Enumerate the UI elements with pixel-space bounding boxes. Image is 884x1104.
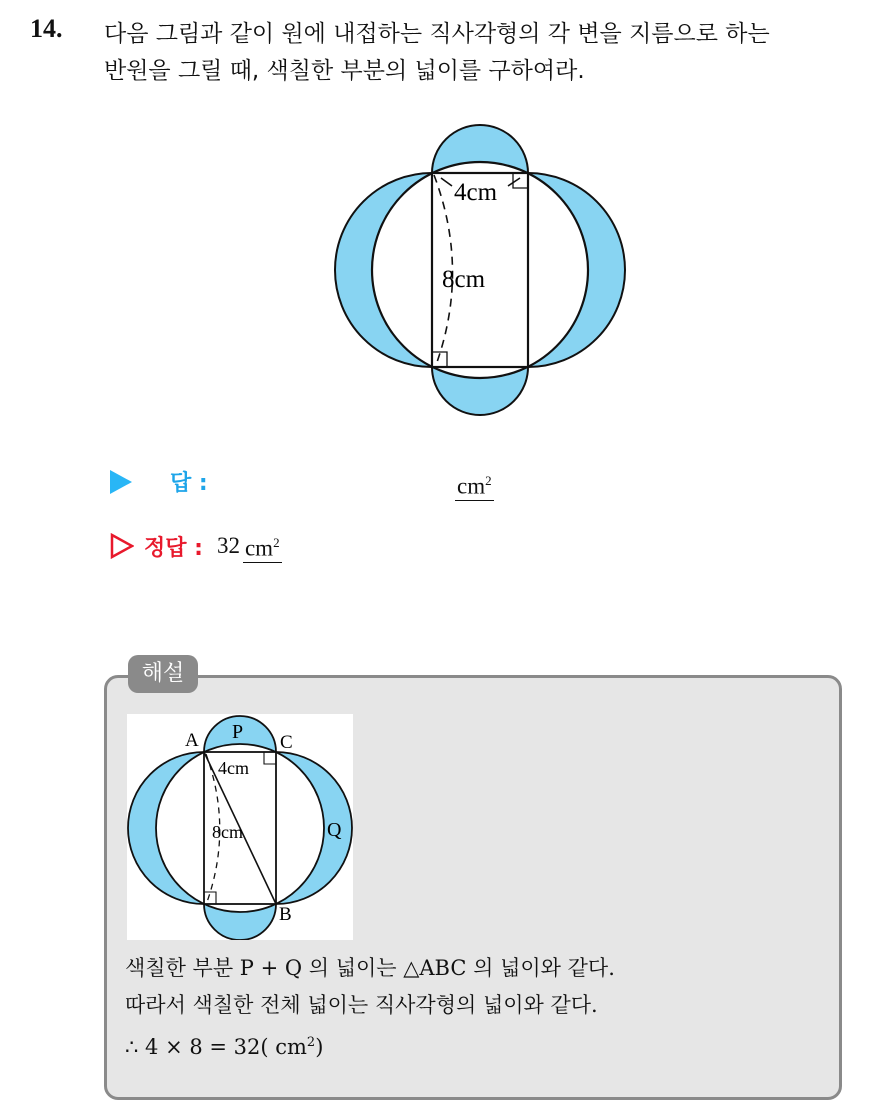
explanation-line-1: 색칠한 부분 P + Q 의 넓이는 △ABC 의 넓이와 같다. (125, 956, 615, 980)
question-number: 14. (30, 14, 63, 43)
point-b-label: B (279, 904, 292, 925)
question-line-2: 반원을 그릴 때, 색칠한 부분의 넓이를 구하여라. (104, 58, 585, 84)
question-line-1: 다음 그림과 같이 원에 내접하는 직사각형의 각 변을 지름으로 하는 (104, 21, 770, 47)
label-width-small: 4cm (218, 758, 249, 778)
correct-answer-unit: $cm^2$ (243, 530, 282, 563)
explanation-line-2: 따라서 색칠한 전체 넓이는 직사각형의 넓이와 같다. (125, 993, 598, 1017)
label-height-small: 8cm (212, 822, 243, 842)
question-text (104, 16, 874, 90)
label-width: 4cm (454, 179, 498, 206)
inscribed-rectangle-figure (330, 120, 630, 420)
play-filled-icon (110, 470, 132, 494)
explanation-line-3: ∴ 4 × 8 = 32( $cm^2$) (125, 1035, 324, 1059)
answer-row (110, 466, 208, 497)
correct-answer-label: 정답 : (144, 535, 203, 561)
play-outline-icon (110, 533, 134, 559)
correct-answer-row (110, 530, 282, 563)
right-angle-mark-c (264, 752, 276, 764)
label-height: 8cm (442, 266, 486, 293)
right-angle-mark-d (204, 892, 216, 904)
correct-answer-value: 32 (216, 533, 240, 559)
answer-unit: $cm^2$ (455, 468, 494, 501)
region-q-label: Q (327, 819, 342, 841)
explanation-figure (127, 714, 353, 940)
explanation-box (104, 675, 842, 1100)
explanation-tab: 해설 (128, 655, 198, 693)
point-c-label: C (280, 732, 293, 753)
explanation-text (125, 950, 615, 1066)
point-a-label: A (185, 730, 199, 751)
answer-label: 답 : (170, 471, 208, 496)
region-p-label: P (232, 721, 244, 743)
